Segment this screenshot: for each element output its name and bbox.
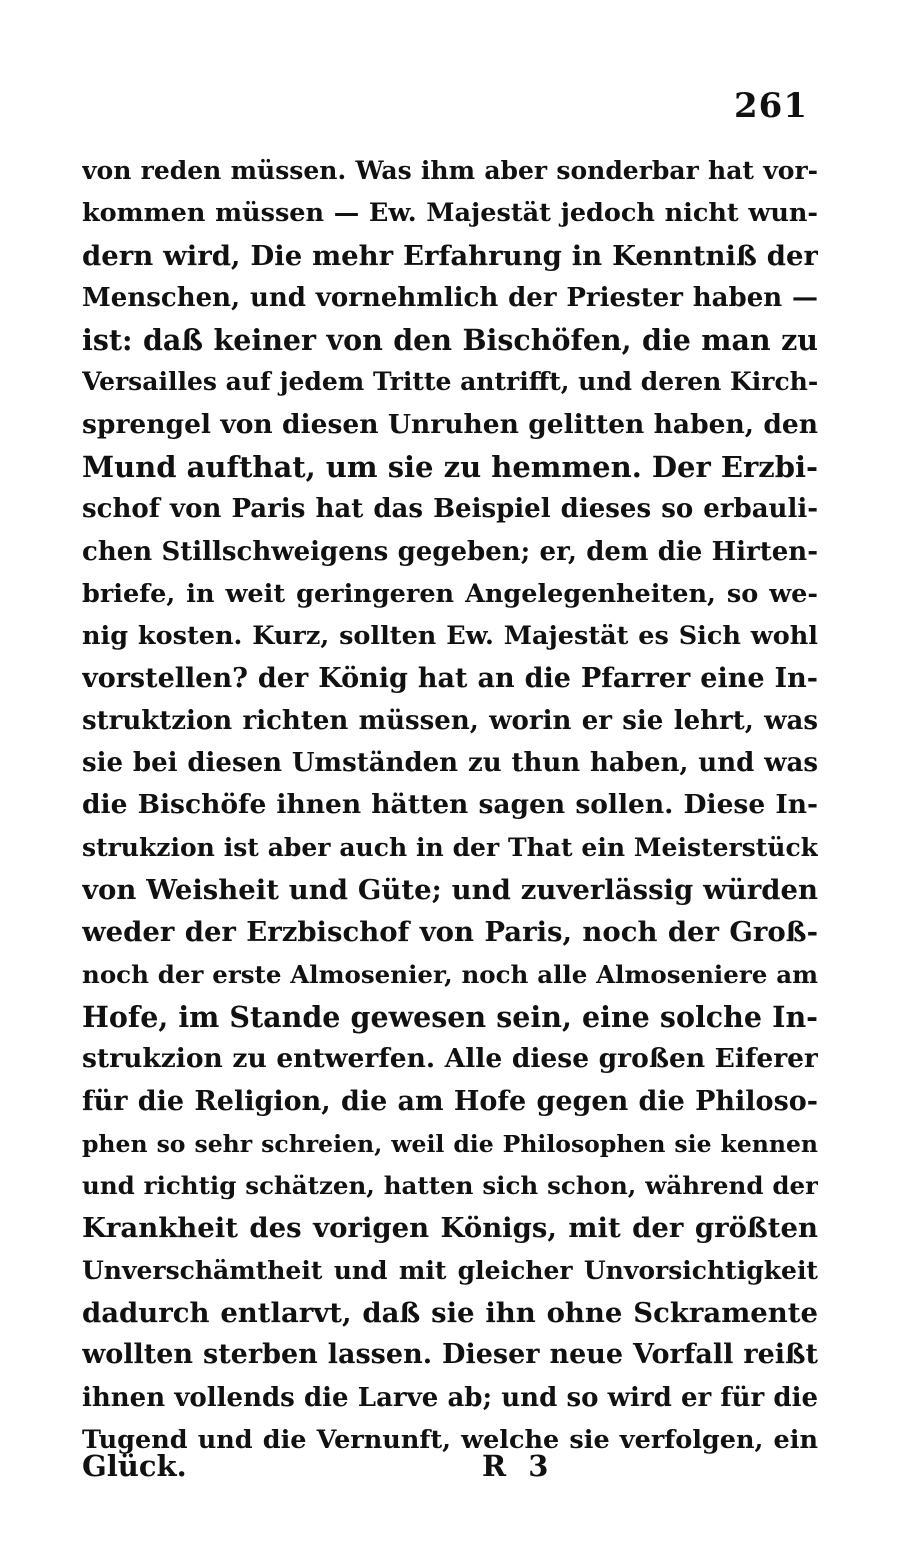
text-line: strukzion ist aber auch in der That ein Meisterstück [82, 832, 818, 862]
text-line: strukzion zu entwerfen. Alle diese großen Eiferer [82, 1043, 818, 1075]
text-line: Menschen, und vornehmlich der Priester haben — [82, 282, 818, 313]
text-line: noch der erste Almosenier, noch alle Almoseniere am [82, 959, 818, 989]
text-line: nig kosten. Kurz, sollten Ew. Majestät es Sich wohl [82, 621, 818, 652]
text-line: weder der Erzbischof von Paris, noch der Groß- [82, 916, 818, 949]
text-line: von Weisheit und Güte; und zuverlässig würden [82, 874, 818, 907]
text-line: phen so sehr schreien, weil die Philosophen sie kennen [82, 1129, 818, 1158]
text-line: schof von Paris hat das Beispiel dieses so erbauli- [82, 494, 818, 525]
text-line: und richtig schätzen, hatten sich schon, während der [82, 1171, 818, 1201]
text-line: Hofe, im Stande gewesen sein, eine solche In- [82, 999, 818, 1034]
page-number: 261 [734, 86, 808, 126]
text-line: kommen müssen — Ew. Majestät jedoch nicht wun- [82, 198, 818, 229]
text-line: Unverschämtheit und mit gleicher Unvorsichtigkeit [82, 1255, 818, 1285]
signature-mark: R 3 [482, 1449, 555, 1483]
text-line: struktzion richten müssen, worin er sie lehrt, was [82, 705, 818, 736]
text-line: dadurch entlarvt, daß sie ihn ohne Sckramente [82, 1297, 818, 1330]
text-line: vorstellen? der König hat an die Pfarrer eine In- [82, 662, 818, 694]
text-line: sprengel von diesen Unruhen gelitten haben, den [82, 408, 818, 440]
body-text [82, 150, 818, 1461]
text-line: dern wird, Die mehr Erfahrung in Kenntniß der [82, 239, 818, 272]
text-line: Versailles auf jedem Tritte antrifft, und deren Kirch- [82, 367, 818, 397]
text-line: chen Stillschweigens gegeben; er, dem die Hirten- [82, 536, 818, 567]
page-footer [82, 1445, 818, 1495]
text-line: für die Religion, die am Hofe gegen die Philoso- [82, 1085, 818, 1117]
text-line: Mund aufthat, um sie zu hemmen. Der Erzbi- [82, 450, 818, 485]
text-line: die Bischöfe ihnen hätten sagen sollen. Diese In- [82, 789, 818, 821]
text-line: sie bei diesen Umständen zu thun haben, und was [82, 748, 818, 779]
text-line: wollten sterben lassen. Dieser neue Vorfall reißt [82, 1339, 818, 1371]
text-line: briefe, in weit geringeren Angelegenheiten, so we- [82, 578, 818, 609]
text-line: ist: daß keiner von den Bischöfen, die man zu [82, 323, 818, 358]
text-line: ihnen vollends die Larve ab; und so wird er für die [82, 1382, 818, 1413]
text-line: von reden müssen. Was ihm aber sonderbar hat vor- [82, 156, 818, 185]
text-line: Tugend und die Vernunft, welche sie verfolgen, ein [82, 1424, 818, 1455]
text-line: Krankheit des vorigen Königs, mit der größten [82, 1212, 818, 1245]
catchword: Glück. [82, 1449, 187, 1483]
